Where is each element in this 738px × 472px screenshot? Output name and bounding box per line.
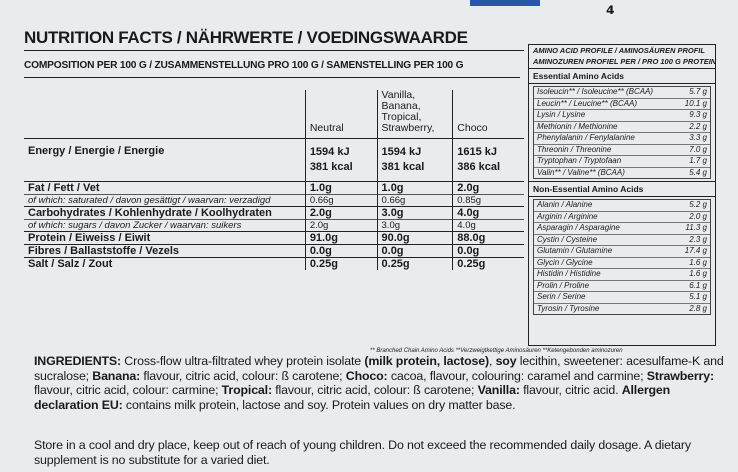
amino-value: 2.0 g	[689, 211, 707, 221]
amino-row	[534, 235, 710, 247]
nutrient-value: 3.0g	[377, 220, 453, 232]
nutrient-value: 1594 kJ 381 kcal	[377, 139, 453, 182]
amino-value: 7.0 g	[689, 144, 707, 154]
nutrition-row	[24, 207, 524, 220]
amino-name: Tryptophan / Tryptofaan	[537, 156, 622, 165]
nutrient-label: Salt / Salz / Zout	[24, 258, 305, 271]
amino-name: Prolin / Proline	[537, 280, 590, 290]
ingredients-bold: Choco:	[345, 368, 388, 383]
nutrition-title: NUTRITION FACTS / NÄHRWERTE / VOEDINGSWAARDE	[24, 28, 524, 51]
amino-value: 5.1 g	[689, 292, 707, 301]
amino-value: 17.4 g	[684, 246, 707, 255]
nutrient-value: 2.0g	[305, 220, 377, 232]
nutrient-value: 0.0g	[453, 245, 524, 258]
amino-row	[534, 200, 710, 212]
amino-name: Glutamin / Glutamine	[537, 246, 613, 255]
nutrient-label: of which: saturated / davon gesättigt / waarvan: verzadigd	[24, 195, 305, 207]
amino-value: 2.2 g	[689, 121, 707, 131]
nutrient-value: 0.85g	[453, 195, 524, 207]
essential-title: Essential Amino Acids	[529, 68, 715, 84]
amino-row	[534, 304, 710, 315]
amino-row	[534, 87, 710, 99]
nutrient-value: 0.66g	[305, 195, 377, 207]
ingredients-part: lecithin, sweetener: acesulfame-K and sucralose;	[34, 354, 724, 383]
amino-value: 1.7 g	[689, 156, 707, 165]
nutrient-value: 91.0g	[305, 232, 377, 245]
nutrient-value: 1.0g	[305, 182, 377, 195]
nutrient-label: Carbohydrates / Kohlenhydrate / Koolhydraten	[24, 207, 305, 220]
nutrition-row	[24, 139, 524, 182]
ingredients-bold: Banana:	[92, 368, 141, 383]
nutrient-label: Energy / Energie / Energie	[24, 139, 305, 182]
col-choco-header: Choco	[453, 90, 524, 139]
amino-name: Leucin** / Leucine** (BCAA)	[537, 98, 638, 108]
amino-row	[534, 212, 710, 224]
amino-row	[534, 246, 710, 258]
amino-name: Glycin / Glycine	[537, 257, 593, 267]
nutrient-value: 1.0g	[377, 182, 453, 195]
col-flavours-header: Vanilla, Banana, Tropical, Strawberry,	[377, 90, 453, 139]
nutrient-value: 0.66g	[377, 195, 453, 207]
amino-name: Phenylalanin / Fenylalanine	[537, 133, 635, 142]
amino-value: 5.2 g	[689, 200, 707, 209]
amino-value: 2.8 g	[689, 303, 707, 313]
amino-name: Lysin / Lysine	[537, 110, 586, 119]
nutrient-label: Fat / Fett / Vet	[24, 182, 305, 195]
nutrient-value: 2.0g	[453, 182, 524, 195]
nutrition-table	[24, 90, 524, 270]
nutrient-value: 88.0g	[453, 232, 524, 245]
amino-name: Isoleucin** / Isoleucine** (BCAA)	[537, 87, 654, 96]
amino-row	[534, 122, 710, 134]
ingredients-part: flavour, citric acid.	[519, 383, 622, 397]
column-header-row	[24, 90, 524, 139]
ingredients-part: contains milk protein, lactose and soy. Protein values on dry matter base.	[122, 397, 516, 412]
amino-name: Valin** / Valine** (BCAA)	[537, 167, 625, 177]
amino-value: 9.3 g	[689, 110, 707, 119]
amino-name: Alanin / Alanine	[537, 200, 593, 209]
logo-fragment: ₄	[606, 0, 615, 19]
ingredients-bold: Tropical:	[221, 383, 272, 397]
nutrition-row	[24, 220, 524, 232]
nonessential-title: Non-Essential Amino Acids	[529, 181, 715, 197]
nutrient-value: 4.0g	[453, 220, 524, 232]
amino-acid-profile	[528, 44, 716, 346]
nutrition-row	[24, 258, 524, 271]
nutrient-value: 3.0g	[377, 207, 453, 220]
amino-name: Threonin / Threonine	[537, 144, 612, 154]
nutrient-value: 90.0g	[377, 232, 453, 245]
amino-row	[534, 156, 710, 168]
amino-value: 6.1 g	[689, 280, 707, 290]
nutrient-value: 2.0g	[305, 207, 377, 220]
amino-header-line2: AMINOZUREN PROFIEL PER / PRO 100 G PROTEIN	[533, 57, 717, 66]
nutrient-value: 4.0g	[453, 207, 524, 220]
amino-value: 5.4 g	[689, 167, 707, 177]
bcaa-footnote: ** Branched Chain Amino Acids **Verzweigtkettige Aminosäuren **Ketengebonden aminozuren	[370, 348, 623, 354]
nutrition-row	[24, 245, 524, 258]
ingredients-part: ,	[488, 354, 496, 368]
amino-row	[534, 145, 710, 157]
ingredients-bold: Allergen declaration EU:	[34, 383, 671, 412]
amino-value: 5.7 g	[689, 87, 707, 96]
ingredients-bold: soy	[495, 354, 517, 368]
ingredients-part: cacoa, flavour, colouring: caramel and carmine;	[387, 368, 647, 383]
amino-name: Asparagin / Asparagine	[537, 223, 620, 232]
amino-row	[534, 269, 710, 281]
ingredients-part: flavour, citric acid, colour: carmine;	[34, 383, 222, 397]
amino-value: 10.1 g	[684, 98, 707, 108]
nutrient-label: of which: sugars / davon Zucker / waarvan: suikers	[24, 220, 305, 232]
amino-name: Histidin / Histidine	[537, 269, 601, 278]
nutrition-row	[24, 232, 524, 245]
ingredients-part: Cross-flow ultra-filtrated whey protein isolate	[121, 354, 365, 368]
nutrient-label: Protein / Eiweiss / Eiwit	[24, 232, 305, 245]
amino-row	[534, 281, 710, 293]
ingredients-bold: Vanilla:	[477, 383, 520, 397]
col-neutral-header: Neutral	[305, 90, 377, 139]
nutrient-value: 1594 kJ 381 kcal	[305, 139, 377, 182]
amino-value: 11.3 g	[685, 223, 707, 232]
amino-row	[534, 168, 710, 179]
amino-name: Serin / Serine	[537, 292, 586, 301]
nutrient-value: 1615 kJ 386 kcal	[453, 139, 524, 182]
amino-row	[534, 258, 710, 270]
amino-value: 2.3 g	[689, 234, 707, 244]
amino-row	[534, 223, 710, 235]
nutrient-value: 0.0g	[377, 245, 453, 258]
blue-logo-fragment	[470, 0, 540, 6]
nonessential-list	[533, 199, 711, 315]
amino-value: 3.3 g	[689, 133, 707, 142]
storage-text: Store in a cool and dry place, keep out of reach of young children. Do not exceed the recommended daily dosage. A dietary supplement is no substitute for a varied diet.	[34, 438, 691, 467]
nutrient-value: 0.0g	[305, 245, 377, 258]
amino-row	[534, 292, 710, 304]
ingredients-bold: (milk protein, lactose)	[364, 354, 489, 368]
composition-header: COMPOSITION PER 100 G / ZUSAMMENSTELLUNG PRO 100 G / SAMENSTELLING PER 100 G	[24, 60, 520, 78]
ingredients-text	[34, 354, 724, 412]
nutrient-value: 0.25g	[377, 258, 453, 271]
amino-row	[534, 133, 710, 145]
amino-row	[534, 110, 710, 122]
amino-header-line1: AMINO ACID PROFILE / AMINOSÄUREN PROFIL	[533, 46, 705, 55]
amino-value: 1.6 g	[689, 257, 707, 267]
ingredients-label: INGREDIENTS:	[34, 354, 122, 368]
nutrition-row	[24, 182, 524, 195]
essential-list	[533, 86, 711, 179]
nutrition-row	[24, 195, 524, 207]
amino-name: Methionin / Methionine	[537, 121, 618, 131]
nutrient-label: Fibres / Ballaststoffe / Vezels	[24, 245, 305, 258]
amino-name: Tyrosin / Tyrosine	[537, 303, 600, 313]
amino-row	[534, 99, 710, 111]
ingredients-part: flavour, citric acid, colour: ß carotene;	[271, 383, 478, 397]
nutrient-value: 0.25g	[305, 258, 377, 271]
amino-name: Arginin / Arginine	[537, 211, 598, 221]
ingredients-part: flavour, citric acid, colour: ß carotene;	[140, 368, 346, 383]
label-column-header	[24, 90, 305, 139]
amino-value: 1.6 g	[689, 269, 707, 278]
amino-name: Cystin / Cysteine	[537, 234, 598, 244]
nutrient-value: 0.25g	[453, 258, 524, 271]
ingredients-bold: Strawberry:	[646, 368, 714, 383]
